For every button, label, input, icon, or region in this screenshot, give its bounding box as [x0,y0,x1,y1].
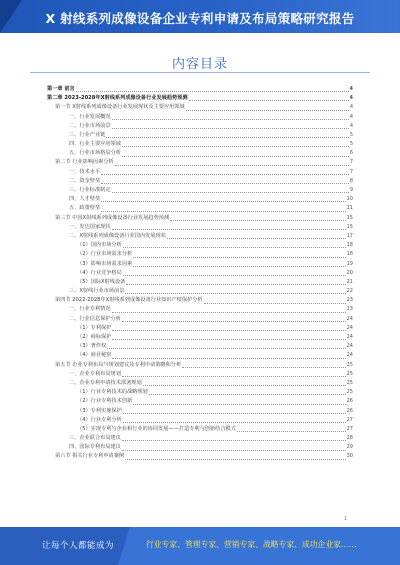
toc-entry[interactable] [47,159,353,168]
toc-leader-dots [122,376,346,377]
toc-entry[interactable] [47,241,353,250]
toc-entry[interactable] [47,149,353,158]
toc-entry-label: （2）行业市场需求分析 [77,251,133,258]
toc-entry[interactable] [47,168,353,177]
toc-entry[interactable] [47,370,353,379]
toc-entry-label: 五、政策壁垒 [69,205,101,212]
toc-entry[interactable] [47,333,353,342]
toc-entry-label: 三、企业联合布局建议 [69,435,121,442]
toc-entry-label: 三、X射线行业市场前景 [69,288,125,295]
toc-leader-dots [123,275,346,276]
toc-entry[interactable] [47,260,353,269]
toc-leader-dots [123,413,346,414]
toc-entry-label: （2）商标保护 [77,334,112,341]
toc-entry[interactable] [47,324,353,333]
toc-divider [30,72,370,73]
toc-entry-label: 一、行业专利情况 [69,306,111,313]
toc-entry[interactable] [47,315,353,324]
toc-entry-label: 二、行业信息保护分析 [69,315,121,322]
toc-entry-label: 四、国际专利布局建议 [69,444,121,451]
toc-entry[interactable] [47,131,353,140]
toc-leader-dots [112,229,346,230]
footer-slogan: 让每个人都能成为 [42,541,115,551]
toc-leader-dots [122,146,349,147]
toc-leader-dots [149,394,346,395]
toc-leader-dots [76,91,349,92]
toc-entry-page: 15 [346,223,353,230]
toc-entry[interactable] [47,434,353,443]
toc-leader-dots [189,100,349,101]
toc-entry-page: 17 [346,232,353,239]
toc-entry-page: 24 [346,334,353,341]
toc-entry-page: 8 [349,177,353,184]
toc-entry-page: 18 [346,251,353,258]
toc-entry[interactable] [47,103,353,112]
toc-leader-dots [122,450,346,451]
toc-entry[interactable] [47,351,353,360]
toc-entry-page: 18 [346,242,353,249]
toc-entry-page: 28 [346,435,353,442]
toc-entry-page: 9 [349,187,353,194]
toc-leader-dots [112,330,345,331]
toc-entry-page: 24 [346,352,353,359]
toc-entry-page: 10 [346,196,353,203]
toc-entry[interactable] [47,397,353,406]
toc-entry-page: 23 [346,306,353,313]
toc-leader-dots [133,257,345,258]
toc-entry-page: 4 [349,122,353,129]
toc-entry[interactable] [47,140,353,149]
toc-leader-dots [143,385,346,386]
toc-entry[interactable] [47,443,353,452]
toc-entry[interactable] [47,453,353,462]
toc-entry-page: 26 [346,398,353,405]
toc-entry-label: （1）行业专利技术的战略规划 [77,389,148,396]
toc-leader-dots [107,348,345,349]
toc-entry-page: 25 [346,379,353,386]
toc-entry[interactable] [47,223,353,232]
toc-leader-dots [123,247,346,248]
toc-entry[interactable] [47,113,353,122]
toc-entry-page: 26 [346,407,353,414]
toc-entry-page: 30 [346,453,353,460]
toc-entry-page: 23 [346,297,353,304]
toc-entry-label: 四、行业主要应用领域 [69,141,121,148]
toc-entry-page: 22 [346,288,353,295]
toc-entry-label: （1）国内市场分析 [77,242,122,249]
toc-entry[interactable] [47,342,353,351]
toc-heading: 内容目录 [171,57,228,72]
toc-entry-label: 一、企业专利布局规划 [69,370,121,377]
table-of-contents [47,85,353,462]
toc-entry-label: 四、人才壁垒 [69,196,101,203]
toc-entry[interactable] [47,278,353,287]
toc-entry-label: 第二章 2023-2028年X射线系列成像设备行业发展趋势预测 [47,95,188,102]
report-header [0,0,400,33]
toc-leader-dots [182,367,345,368]
toc-entry-page: 25 [346,361,353,368]
toc-entry-label: （2）行业专利技术创新 [77,398,133,405]
toc-entry-page: 25 [346,389,353,396]
toc-leader-dots [112,128,349,129]
toc-leader-dots [112,339,345,340]
toc-entry-label: 五、行业市场格局分析 [69,150,121,157]
toc-entry-page: 21 [346,278,353,285]
toc-entry[interactable] [47,269,353,278]
toc-entry-page: 11 [346,205,353,212]
toc-entry-page: 29 [346,444,353,451]
toc-entry[interactable] [47,287,353,296]
toc-entry[interactable] [47,306,353,315]
toc-entry-page: 4 [349,95,353,102]
toc-entry-label: （3）著作权 [77,343,107,350]
toc-entry-page: 24 [346,324,353,331]
toc-leader-dots [126,284,345,285]
toc-entry[interactable] [47,186,353,195]
toc-entry-page: 27 [346,416,353,423]
toc-entry[interactable] [47,379,353,388]
toc-entry-label: 二、企业专利申请技术部署规划 [69,379,142,386]
toc-entry-label: 三、行业标准制定 [69,187,111,194]
toc-entry-label: 二、资金壁垒 [69,177,101,184]
toc-entry-label: 一、发达国家现状 [69,223,111,230]
toc-entry[interactable] [47,232,353,241]
toc-entry-label: （4）行业竞争格局 [77,269,122,276]
footer-banner [0,527,400,565]
toc-entry-page: 5 [349,131,353,138]
toc-entry-page: 4 [349,104,353,111]
toc-entry-label: 第五节 企业专利布局与规划建议及专利申请策略和分析 [55,361,182,368]
toc-entry-label: 二、行业市场前景 [69,122,111,129]
toc-entry-page: 24 [346,343,353,350]
toc-entry-label: 第二节 行业影响因素分析 [55,159,114,166]
toc-entry-label: 一、技术水平 [69,168,101,175]
toc-entry-page: 20 [346,269,353,276]
toc-entry-label: 第一节 X射线系列成像设备行业发展现状及主要应用领域 [55,104,185,111]
toc-leader-dots [133,404,345,405]
toc-leader-dots [112,312,346,313]
toc-leader-dots [125,293,345,294]
toc-leader-dots [122,321,346,322]
toc-entry-page: 7 [349,168,353,175]
report-title: X 射线系列成像设备企业专利申请及布局策略研究报告 [45,11,355,26]
toc-entry-label: 三、行业产业链 [69,131,106,138]
toc-entry[interactable] [47,85,353,94]
toc-entry-label: 第一章 前言 [47,85,75,92]
toc-entry-label: 第三节 中国X射线系列成像设备行业发展趋势预测 [55,214,170,221]
toc-entry-page: 5 [349,141,353,148]
toc-entry[interactable] [47,204,353,213]
toc-leader-dots [123,422,346,423]
toc-entry[interactable] [47,416,353,425]
toc-entry[interactable] [47,425,353,434]
toc-leader-dots [133,266,345,267]
toc-entry-label: （3）专利实施保护 [77,407,122,414]
toc-entry-page: 4 [349,113,353,120]
toc-entry-page: 7 [349,159,353,166]
toc-entry-page: 27 [346,425,353,432]
toc-leader-dots [167,238,346,239]
toc-entry[interactable] [47,296,353,305]
toc-entry-label: 第六节 相关行业专利申请案例 [55,453,125,460]
footer-roles: 行业专家、管理专家、营销专家、战略专家、成功企业家…… [146,540,357,549]
toc-entry[interactable] [47,195,353,204]
toc-entry-label: （1）专利保护 [77,324,112,331]
toc-leader-dots [112,192,349,193]
toc-entry-page: 24 [346,315,353,322]
toc-entry-label: （4）商业秘密 [77,352,112,359]
toc-entry[interactable] [47,250,353,259]
toc-entry[interactable] [47,177,353,186]
toc-entry-label: 二、X射线系列成像设备行业国内发展现状 [69,232,166,239]
toc-entry-label: 一、行业发展概况 [69,113,111,120]
toc-entry[interactable] [47,214,353,223]
toc-leader-dots [186,110,349,111]
toc-leader-dots [237,431,346,432]
toc-leader-dots [112,358,345,359]
toc-entry-label: （5）国际X射线设备 [77,278,126,285]
toc-leader-dots [101,211,345,212]
toc-entry-label: 第四节 2022-2028年X射线系列成像设备行业知识产权保护分析 [55,297,203,304]
toc-leader-dots [112,119,349,120]
toc-leader-dots [106,137,348,138]
page-number: 1 [344,516,348,522]
toc-entry-label: （4）行业专利分析 [77,416,122,423]
toc-entry[interactable] [47,361,353,370]
toc-leader-dots [204,303,346,304]
toc-leader-dots [101,183,349,184]
toc-leader-dots [122,440,346,441]
toc-leader-dots [115,165,349,166]
toc-leader-dots [125,459,346,460]
toc-entry[interactable] [47,122,353,131]
toc-entry[interactable] [47,407,353,416]
toc-entry-page: 25 [346,370,353,377]
toc-leader-dots [101,201,345,202]
toc-entry-page: 15 [346,214,353,221]
toc-entry[interactable] [47,388,353,397]
toc-leader-dots [170,220,345,221]
toc-entry-page: 6 [349,150,353,157]
toc-entry-page: 4 [349,85,353,92]
toc-entry[interactable] [47,94,353,103]
toc-entry-page: 19 [346,260,353,267]
toc-entry-label: （3）影响市场需求因素 [77,260,133,267]
toc-entry-label: （5）实现专利与企业和行业的协同发展——打造专利与创新结合模式 [77,425,236,432]
toc-leader-dots [101,174,349,175]
toc-leader-dots [122,156,349,157]
